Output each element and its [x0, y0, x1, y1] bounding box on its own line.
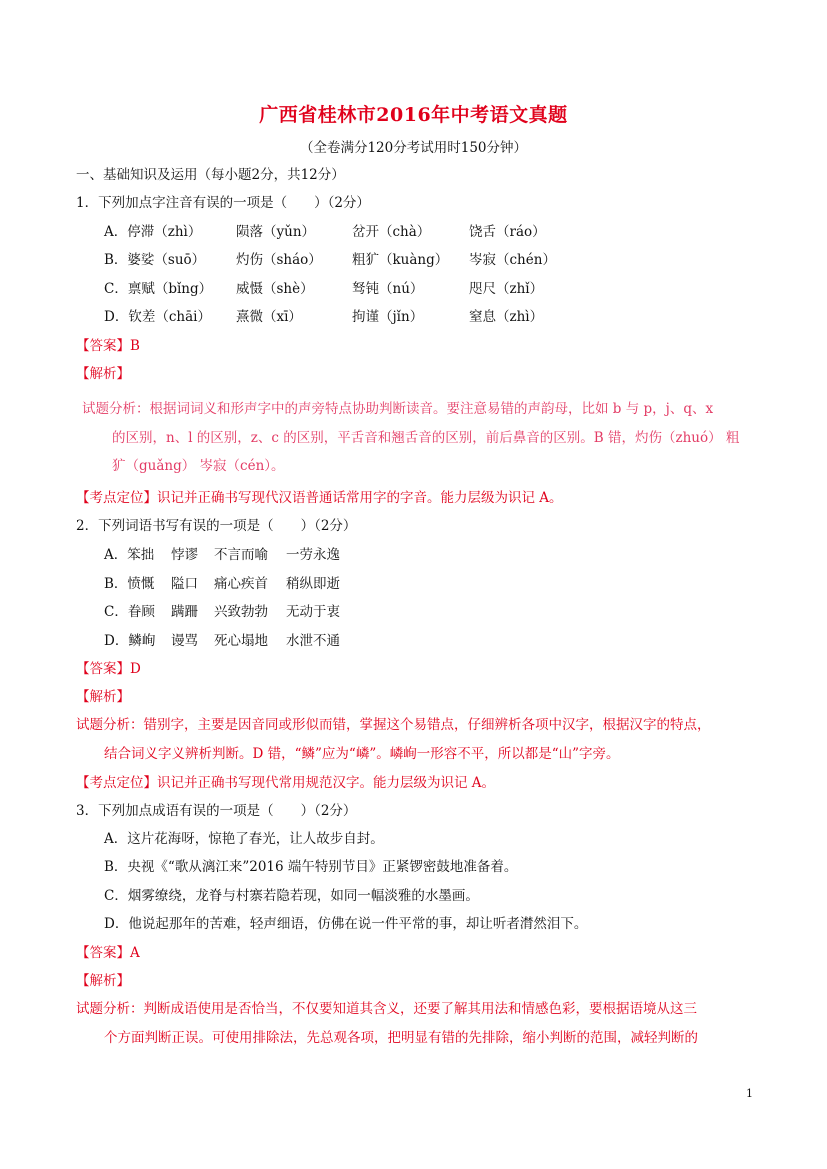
- q2-analysis: [76, 711, 776, 768]
- q3-analysis: [76, 995, 776, 1052]
- q1-answer: 【答案】B: [76, 338, 140, 354]
- q1-option-cell: A．停滞（zhì）: [104, 224, 202, 240]
- q2-option-cell: 痛心疾首: [214, 576, 268, 592]
- q2-kaodian: [76, 773, 495, 793]
- q2-option-cell: 悖谬: [171, 547, 198, 563]
- question-3-stem: 3．下列加点成语有误的一项是（ ）（2分）: [76, 803, 357, 819]
- q2-answer: 【答案】D: [76, 661, 141, 677]
- q1-option-cell: 拘谨（jǐn）: [352, 309, 424, 325]
- q3-option-b: B．央视《“歌从漓江来”2016 端午特别节目》正紧锣密鼓地准备着。: [104, 859, 518, 875]
- q1-option-cell: B．婆娑（suō）: [104, 252, 206, 268]
- q1-analysis-line: 试题分析：根据词词义和形声字中的声旁特点协助判断读音。要注意易错的声韵母，比如 b 与 p，j、q、x: [82, 401, 714, 417]
- q1-option-cell: 灼伤（sháo）: [236, 252, 322, 268]
- q2-option-cell: B．愤慨: [104, 576, 155, 592]
- q2-option-cell: 一劳永逸: [286, 547, 340, 563]
- exam-subtitle: （全卷满分120分考试用时150分钟）: [299, 140, 528, 156]
- q2-analysis-line: 试题分析：错别字，主要是因音同或形似而错，掌握这个易错点，仔细辨析各项中汉字，根据汉字的特点，: [76, 717, 711, 733]
- q3-analysis-line: 个方面判断正误。可使用排除法，先总观各项，把明显有错的先排除，缩小判断的范围，减轻判断的: [104, 1029, 698, 1046]
- q1-analysis-line: 犷（guǎng） 岑寂（cén）。: [112, 458, 285, 474]
- q1-option-cell: 粗犷（kuàng）: [352, 252, 449, 268]
- q2-option-cell: 隘口: [171, 576, 198, 592]
- kaodian-label: 【考点定位】: [76, 775, 157, 791]
- q1-option-cell: 威慑（shè）: [236, 281, 314, 297]
- q1-option-cell: 驽钝（nú）: [352, 281, 424, 297]
- section-heading: 一、基础知识及运用（每小题2分，共12分）: [76, 167, 345, 183]
- q1-option-cell: 岔开（chà）: [352, 224, 431, 240]
- q1-kaodian: [76, 488, 563, 508]
- q1-option-cell: 饶舌（ráo）: [469, 224, 546, 240]
- q2-option-cell: 稍纵即逝: [286, 576, 340, 592]
- q2-analysis-label: 【解析】: [76, 689, 130, 705]
- q1-analysis-line: 的区别，n、l 的区别，z、c 的区别，平舌音和翘舌音的区别，前后鼻音的区别。B 错，灼伤（zhuó） 粗: [112, 429, 740, 446]
- page-number: 1: [746, 1087, 753, 1100]
- q2-option-cell: 蹒跚: [171, 604, 198, 620]
- q2-option-cell: 水泄不通: [286, 633, 340, 649]
- q3-answer: 【答案】A: [76, 945, 140, 961]
- q2-option-cell: D．鳞峋: [104, 633, 156, 649]
- q2-analysis-line: 结合词义字义辨析判断。D 错，“鳞”应为“嶙”。嶙峋一形容不平，所以都是“山”字旁。: [104, 745, 620, 762]
- q1-option-cell: 咫尺（zhǐ）: [469, 281, 544, 297]
- q1-option-cell: D．钦差（chāi）: [104, 309, 211, 325]
- q2-option-cell: A．笨拙: [104, 547, 155, 563]
- question-2-stem: 2．下列词语书写有误的一项是（ ）（2分）: [76, 518, 357, 534]
- q3-option-d: D．他说起那年的苦难，轻声细语，仿佛在说一件平常的事，却让听者潸然泪下。: [104, 916, 588, 932]
- q1-analysis: [82, 395, 772, 481]
- q1-option-cell: 熹微（xī）: [236, 309, 302, 325]
- q2-option-cell: 兴致勃勃: [214, 604, 268, 620]
- q2-option-cell: 谩骂: [171, 633, 198, 649]
- q3-analysis-line: 试题分析：判断成语使用是否恰当，不仅要知道其含义，还要了解其用法和情感色彩，要根据语境从这三: [76, 1001, 697, 1017]
- q2-option-cell: 不言而喻: [214, 547, 268, 563]
- kaodian-text: 识记并正确书写现代汉语普通话常用字的字音。能力层级为识记 A。: [157, 490, 563, 506]
- q3-analysis-label: 【解析】: [76, 973, 130, 989]
- kaodian-label: 【考点定位】: [76, 490, 157, 506]
- q1-option-cell: 陨落（yǔn）: [236, 224, 316, 240]
- q1-analysis-label: 【解析】: [76, 366, 130, 382]
- q3-option-c: C．烟雾缭绕，龙脊与村寨若隐若现，如同一幅淡雅的水墨画。: [104, 888, 479, 904]
- q1-option-cell: 岑寂（chén）: [469, 252, 556, 268]
- question-1-stem: 1．下列加点字注音有误的一项是（ ）（2分）: [76, 195, 370, 211]
- page-title: 广西省桂林市2016年中考语文真题: [259, 104, 568, 126]
- kaodian-text: 识记并正确书写现代常用规范汉字。能力层级为识记 A。: [157, 775, 496, 791]
- q3-option-a: A．这片花海呀，惊艳了春光，让人故步自封。: [104, 831, 384, 847]
- q2-option-cell: 无动于衷: [286, 604, 340, 620]
- q2-option-cell: 死心塌地: [214, 633, 268, 649]
- q1-option-cell: 窒息（zhì）: [469, 309, 544, 325]
- q2-option-cell: C．眷顾: [104, 604, 155, 620]
- q1-option-cell: C．禀赋（bǐng）: [104, 281, 213, 297]
